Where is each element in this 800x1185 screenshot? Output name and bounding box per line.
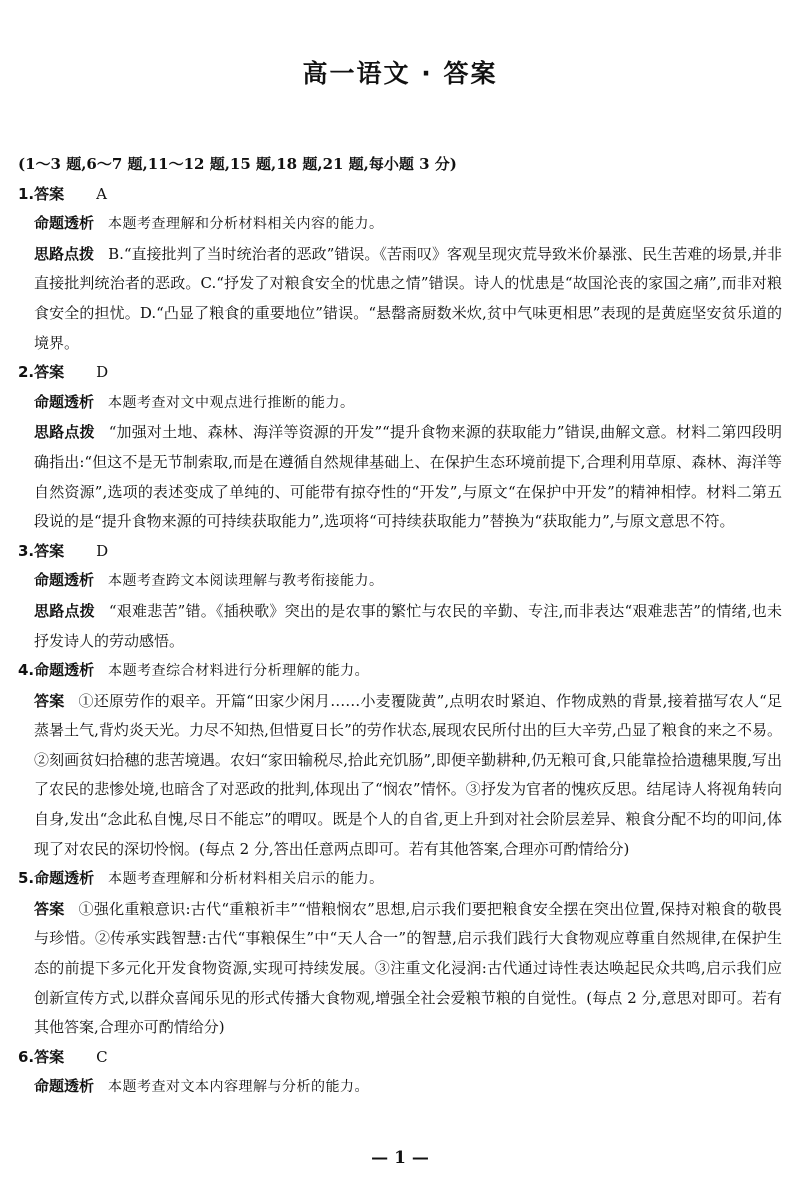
question-number: 2. xyxy=(18,363,35,382)
answer-label: 答案 xyxy=(34,541,65,560)
question-3 xyxy=(18,537,782,656)
question-2-answer-line xyxy=(18,358,782,388)
answer-value: C xyxy=(96,1047,108,1066)
question-number: 3. xyxy=(18,541,35,560)
intent-label: 命题透析 xyxy=(34,214,95,233)
intent-text: 本题考查理解和分析材料相关内容的能力。 xyxy=(108,216,384,233)
question-1 xyxy=(18,180,782,359)
intent-text: 本题考查综合材料进行分析理解的能力。 xyxy=(108,663,370,680)
answer-value: D xyxy=(96,541,109,560)
intent-label: 命题透析 xyxy=(34,571,95,590)
scope-note: (1～3 题,6～7 题,11～12 题,15 题,18 题,21 题,每小题 3 分) xyxy=(18,155,457,173)
answer-label: 答案 xyxy=(34,363,65,382)
intent-text: 本题考查对文本内容理解与分析的能力。 xyxy=(108,1079,370,1096)
question-6-answer-line xyxy=(18,1043,782,1073)
question-2-intent xyxy=(18,388,782,419)
answer-value: D xyxy=(96,363,109,382)
hint-text: “艰难悲苦”错。《插秧歌》突出的是农事的繁忙与农民的辛勤、专注,而非表达“艰难悲苦”的情绪,也未抒发诗人的劳动感悟。 xyxy=(34,601,782,650)
question-2-hint xyxy=(18,418,782,536)
intent-text: 本题考查跨文本阅读理解与教考衔接能力。 xyxy=(108,573,384,590)
hint-label: 思路点拨 xyxy=(34,423,95,442)
question-3-answer-line xyxy=(18,537,782,567)
answer-label: 答案 xyxy=(34,1047,65,1066)
page-title: 高一语文 · 答案 xyxy=(302,59,498,88)
question-6 xyxy=(18,1043,782,1103)
question-number: 5. xyxy=(18,869,35,888)
hint-text: “加强对土地、森林、海洋等资源的开发”“提升食物来源的获取能力”错误,曲解文意。材料二第四段明确指出:“但这不是无节制索取,而是在遵循自然规律基础上、在保护生态环境前提下,合理利用草原、森林、海洋等自然资源”,选项的表述变成了单纯的、可能带有掠夺性的“开发”,与原文“在保护中开发”的精神相悖。材料二第五段说的是“提升食物来源的可持续获取能力”,选项将“可持续获取能力”替换为“获取能力”,与原文意思不符。 xyxy=(34,423,782,531)
intent-label: 命题透析 xyxy=(34,392,95,411)
answer-text: ①强化重粮意识:古代“重粮祈丰”“惜粮悯农”思想,启示我们要把粮食安全摆在突出位置,保持对粮食的敬畏与珍惜。②传承实践智慧:古代“事粮保生”中“天人合一”的智慧,启示我们践行大食物观应尊重自然规律,在保护生态的前提下多元化开发食物资源,实现可持续发展。③注重文化浸润:古代通过诗性表达唤起民众共鸣,启示我们应创新宣传方式,以群众喜闻乐见的形式传播大食物观,增强全社会爱粮节粮的自觉性。(每点 2 分,意思对即可。若有其他答案,合理亦可酌情给分) xyxy=(34,899,782,1037)
question-number: 4. xyxy=(18,661,35,680)
question-3-intent xyxy=(18,566,782,597)
page-number: — 1 — xyxy=(371,1148,429,1168)
hint-label: 思路点拨 xyxy=(34,244,95,263)
intent-label: 命题透析 xyxy=(34,869,95,888)
question-6-intent xyxy=(18,1072,782,1103)
answer-label: 答案 xyxy=(34,184,65,203)
question-4-answer xyxy=(18,687,782,865)
question-number: 6. xyxy=(18,1047,35,1066)
question-2 xyxy=(18,358,782,537)
question-1-hint xyxy=(18,240,782,358)
question-4 xyxy=(18,656,782,864)
answer-label: 答案 xyxy=(34,691,65,710)
answer-text: ①还原劳作的艰辛。开篇“田家少闲月……小麦覆陇黄”,点明农时紧迫、作物成熟的背景,接着描写农人“足蒸暑土气,背灼炎天光。力尽不知热,但惜夏日长”的劳作状态,展现农民所付出的巨大辛劳,凸显了粮食的来之不易。②刻画贫妇拾穗的悲苦境遇。农妇“家田输税尽,拾此充饥肠”,即便辛勤耕种,仍无粮可食,只能靠捡拾遗穗果腹,写出了农民的悲惨处境,也暗含了对恶政的批判,体现出了“悯农”情怀。③抒发为官者的愧疚反思。结尾诗人将视角转向自身,发出“念此私自愧,尽日不能忘”的喟叹。既是个人的自省,更上升到对社会阶层差异、粮食分配不均的叩问,体现了对农民的深切怜悯。(每点 2 分,答出任意两点即可。若有其他答案,合理亦可酌情给分) xyxy=(34,691,782,858)
question-number: 1. xyxy=(18,184,35,203)
question-1-intent xyxy=(18,209,782,240)
intent-text: 本题考查理解和分析材料相关启示的能力。 xyxy=(108,871,384,888)
hint-text: B.“直接批判了当时统治者的恶政”错误。《苦雨叹》客观呈现灾荒导致米价暴涨、民生苦难的场景,并非直接批判统治者的恶政。C.“抒发了对粮食安全的忧患之情”错误。诗人的忧患是“故国沦丧的家国之痛”,而非对粮食安全的担忧。D.“凸显了粮食的重要地位”错误。“悬罄斋厨数米炊,贫中气味更相思”表现的是黄庭坚安贫乐道的境界。 xyxy=(34,244,782,352)
question-5 xyxy=(18,864,782,1043)
answer-label: 答案 xyxy=(34,899,65,918)
intent-label: 命题透析 xyxy=(34,1077,95,1096)
answer-value: A xyxy=(96,184,107,203)
question-5-answer xyxy=(18,895,782,1043)
question-3-hint xyxy=(18,597,782,656)
intent-text: 本题考查对文中观点进行推断的能力。 xyxy=(108,394,355,411)
answer-content xyxy=(18,150,782,1103)
question-1-answer-line xyxy=(18,180,782,210)
question-5-intent-line xyxy=(18,864,782,895)
intent-label: 命题透析 xyxy=(34,661,95,680)
hint-label: 思路点拨 xyxy=(34,601,95,620)
question-4-intent-line xyxy=(18,656,782,687)
